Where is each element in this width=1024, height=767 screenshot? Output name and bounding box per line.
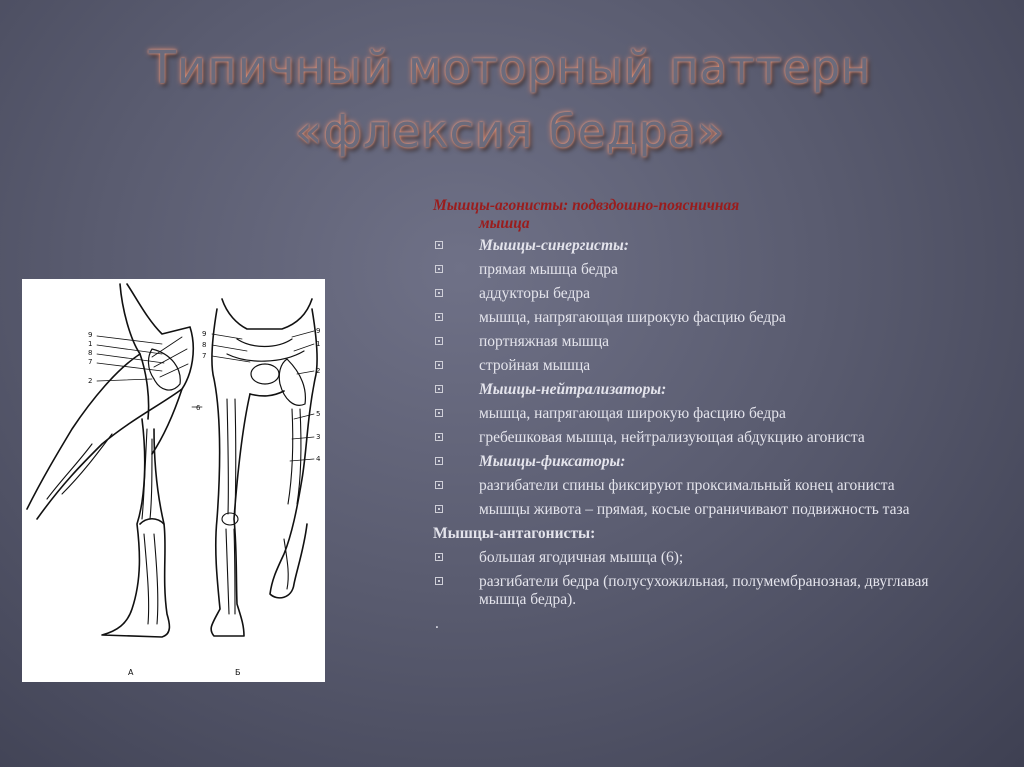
square-bullet-icon <box>435 361 443 369</box>
square-bullet-icon <box>435 481 443 489</box>
label-a-1: 1 <box>88 340 93 348</box>
antagonists-heading: Мышцы-антагонисты: <box>433 525 596 542</box>
agonists-line-1: Мышцы-агонисты: подвздошно-поясничная <box>433 197 740 214</box>
square-bullet-icon <box>435 409 443 417</box>
square-bullet-icon <box>435 337 443 345</box>
list-item: разгибатели спины фиксируют проксимальный конец агониста <box>433 477 933 495</box>
list-item: Мышцы-фиксаторы: <box>433 453 933 471</box>
label-b-r5: 5 <box>316 410 321 418</box>
label-b-r2: 2 <box>316 367 321 375</box>
square-bullet-icon <box>435 313 443 321</box>
label-a-2: 2 <box>88 377 93 385</box>
square-bullet-icon <box>435 505 443 513</box>
label-a-7: 7 <box>88 358 93 366</box>
leg-muscles-drawing <box>22 279 325 682</box>
square-bullet-icon <box>435 241 443 249</box>
figure-label-a: А <box>128 668 134 677</box>
title-line-1: Типичный моторный паттерн <box>148 41 872 94</box>
square-bullet-icon <box>435 385 443 393</box>
agonists-line-2: мышца <box>479 215 530 232</box>
label-b-r3: 3 <box>316 433 321 441</box>
list-item: стройная мышца <box>433 357 933 375</box>
list-item: разгибатели бедра (полусухожильная, полумембранозная, двуглавая мышца бедра). <box>433 573 933 609</box>
label-a-8: 8 <box>88 349 93 357</box>
label-a-9: 9 <box>88 331 93 339</box>
square-bullet-icon <box>435 433 443 441</box>
anatomy-illustration <box>22 279 325 682</box>
list-item: аддукторы бедра <box>433 285 933 303</box>
list-item: мышца, напрягающая широкую фасцию бедра <box>433 405 933 423</box>
list-item: портняжная мышца <box>433 333 933 351</box>
list-item: Мышцы-нейтрализаторы: <box>433 381 933 399</box>
list-item: большая ягодичная мышца (6); <box>433 549 933 567</box>
label-b-8: 8 <box>202 341 207 349</box>
label-b-r9: 9 <box>316 327 321 335</box>
list-item: прямая мышца бедра <box>433 261 933 279</box>
square-bullet-icon <box>435 553 443 561</box>
list-item: мышца, напрягающая широкую фасцию бедра <box>433 309 933 327</box>
list-item: Мышцы-синергисты: <box>433 237 933 255</box>
figure-label-b: Б <box>235 668 241 677</box>
label-b-7: 7 <box>202 352 207 360</box>
list-item: мышцы живота – прямая, косые ограничивают подвижность таза <box>433 501 933 519</box>
square-bullet-icon <box>435 457 443 465</box>
agonists-heading <box>433 197 933 233</box>
slide-title <box>60 36 960 164</box>
list-item: гребешковая мышца, нейтрализующая абдукцию агониста <box>433 429 933 447</box>
label-b-r1: 1 <box>316 340 321 348</box>
square-bullet-icon <box>435 265 443 273</box>
label-b-r4: 4 <box>316 455 321 463</box>
title-line-2: «флексия бедра» <box>294 105 726 158</box>
label-a-6: 6 <box>196 404 201 412</box>
square-bullet-icon <box>435 577 443 585</box>
muscle-list <box>433 197 933 633</box>
square-bullet-icon <box>435 289 443 297</box>
label-b-9: 9 <box>202 330 207 338</box>
trailing-dot: . <box>435 615 439 632</box>
